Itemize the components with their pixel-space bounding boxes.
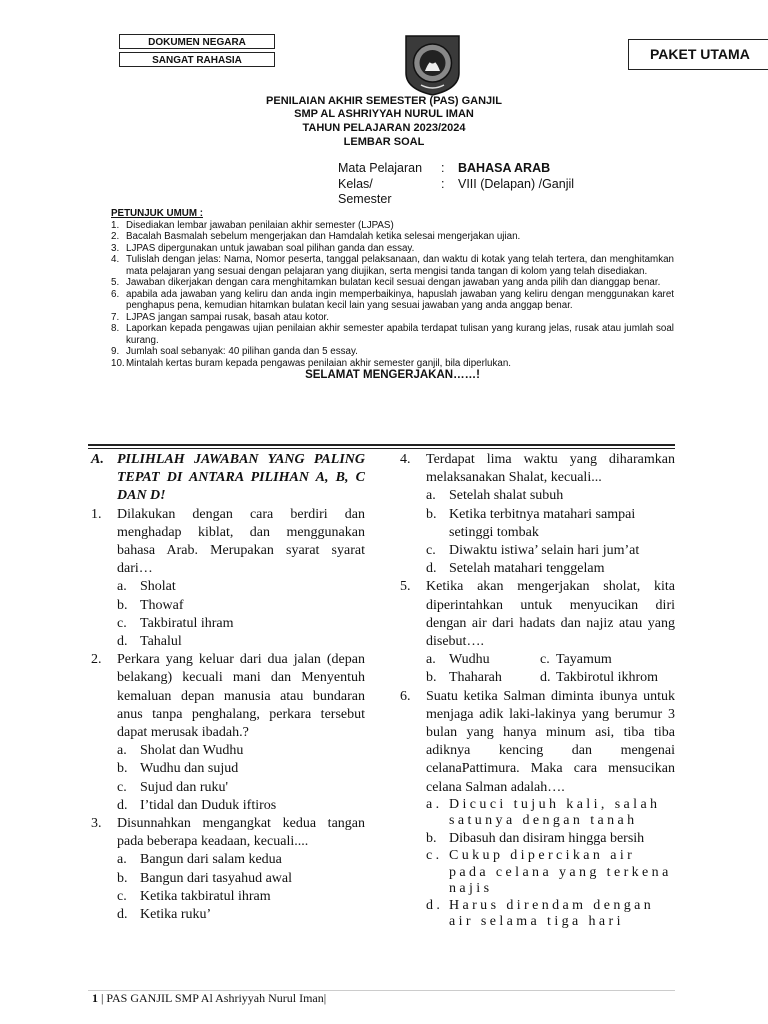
section-text: PILIHLAH JAWABAN YANG PALING TEPAT DI ANTARA PILIHAN A, B, C DAN D!: [117, 452, 365, 504]
option-text: Bangun dari tasyahud awal: [140, 870, 293, 886]
option-text: Ketika ruku’: [140, 907, 212, 923]
question-6: [400, 688, 675, 931]
class-value: VIII (Delapan) /Ganjil: [458, 177, 575, 191]
instruction-text: LJPAS jangan sampai rusak, basah atau kotor.: [126, 311, 329, 323]
question-number: 1.: [91, 506, 102, 522]
option-row: [91, 578, 365, 596]
instruction-number: 3.: [111, 242, 120, 254]
option-row: [91, 797, 365, 815]
option-letter: b.: [426, 830, 437, 846]
question-number: 2.: [91, 652, 102, 668]
option-text: Ketika takbiratul ihram: [140, 888, 271, 904]
left-column: [91, 451, 365, 924]
option-letter: b.: [426, 506, 437, 522]
option-letter: b.: [117, 597, 128, 613]
option-text: I’tidal dan Duduk iftiros: [140, 797, 277, 813]
option-row: [400, 848, 675, 898]
instruction-number: 7.: [111, 311, 120, 323]
sheet-title: LEMBAR SOAL: [343, 136, 425, 148]
option-text: Setelah shalat subuh: [449, 488, 564, 504]
instruction-text: Tulislah dengan jelas: Nama, Nomor peserta, tanggal pelaksanaan, dan waktu di kotak yang telah tertera, dan menghitamkan mata pelajaran yang sesuai dengan pelajaran yang diujikan, serta mengisi tanda tangan di kolom yang telah disediakan.: [126, 254, 674, 277]
option-letter: a.: [117, 852, 127, 868]
option-letter: a.: [117, 743, 127, 759]
option-row: [91, 760, 365, 778]
question-text: Disunnahkan mengangkat kedua tangan pada beberapa keadaan, kecuali....: [117, 816, 365, 850]
question-text: Perkara yang keluar dari dua jalan (depan belakang) kecuali mani dan Menyentuh kemaluan depan manusia atau bundaran anus tanpa penghalang, perkara tersebut dapat merusak ibadah.?: [117, 652, 365, 741]
option-letter: c.: [117, 615, 127, 631]
question-text: Ketika akan mengerjakan sholat, kita diperintahkan untuk menyucikan diri dengan air dari hadats dan najiz atau yang disebut….: [426, 579, 675, 650]
instruction-number: 4.: [111, 254, 120, 265]
question-number: 5.: [400, 579, 411, 595]
school-logo: [403, 33, 462, 97]
option-row: [400, 830, 675, 848]
question-text: Suatu ketika Salman diminta ibunya untuk menjaga adik laki-lakinya yang berumur 3 bulan yang hanya minum asi, tiba tiba adiknya kencing dan mengenai celanaPattimura. Maka cara mensucikan celana Salman adalah….: [426, 688, 675, 795]
option-text: Cukup dipercikan air pada celana yang terkena najis: [449, 848, 672, 897]
instruction-text: Jawaban dikerjakan dengan cara menghitamkan bulatan kecil sesuai dengan jawaban yang anda pilih dan dianggap benar.: [126, 277, 661, 288]
school-name: SMP AL ASHRIYYAH NURUL IMAN: [294, 108, 474, 120]
question-number: 6.: [400, 688, 411, 704]
stamp-dokumen-negara: DOKUMEN NEGARA: [119, 34, 275, 49]
option-text: Setelah matahari tenggelam: [449, 561, 605, 577]
instruction-item: [111, 323, 674, 346]
instruction-number: 10.: [111, 357, 125, 369]
question-number: 4.: [400, 452, 411, 467]
option-letter: c.: [426, 848, 443, 864]
option-letter: c.: [426, 543, 436, 559]
question-stem: [400, 451, 675, 487]
question-stem: [91, 506, 365, 579]
option-text: Thowaf: [140, 597, 184, 613]
option-letter: b.: [117, 761, 128, 777]
option-text: Ketika terbitnya matahari sampai setinggi tombak: [449, 506, 636, 540]
option-row: [91, 888, 365, 906]
option-text: Thaharah: [449, 670, 502, 686]
instruction-text: apabila ada jawaban yang keliru dan anda ingin memperbaikinya, hapuslah jawaban yang keliru dengan menggunakan karet penghapus pena, kemudian hitamkan bulatan kecil lain yang sesuai jawaban yang anda anggap benar.: [126, 288, 674, 311]
page-number: 1: [92, 991, 98, 1005]
option-letter: d.: [426, 561, 437, 577]
instruction-item: [111, 254, 674, 277]
question-2: [91, 651, 365, 815]
option-letter: d.: [540, 670, 551, 686]
semester-label: Semester: [338, 192, 392, 206]
instruction-item: [111, 346, 674, 358]
instructions: [111, 208, 674, 382]
option-letter: d.: [426, 897, 444, 913]
option-text: Wudhu dan sujud: [140, 761, 239, 777]
class-label: Kelas/: [338, 177, 373, 191]
question-stem: [91, 651, 365, 742]
question-5: [400, 578, 675, 687]
instruction-text: LJPAS dipergunakan untuk jawaban soal pilihan ganda dan essay.: [126, 242, 415, 254]
option-letter: b.: [117, 870, 128, 886]
question-text: Dilakukan dengan cara berdiri dan menghadap kiblat, dan menggunakan bahasa Arab. Merupakan syarat syarat dari…: [117, 506, 365, 577]
instruction-item: [111, 243, 674, 255]
option-text: Takbiratul ihram: [140, 615, 234, 631]
option-letter: a.: [117, 579, 127, 595]
exam-title: PENILAIAN AKHIR SEMESTER (PAS) GANJIL: [266, 95, 502, 107]
option-row: [400, 651, 675, 669]
instruction-item: [111, 312, 674, 324]
footer-separator: |: [98, 991, 107, 1005]
closing-text: SELAMAT MENGERJAKAN……!: [305, 369, 480, 381]
instruction-text: Mintalah kertas buram kepada pengawas penilaian akhir semester ganjil, bila diperlukan.: [126, 357, 512, 369]
option-letter: d.: [117, 907, 128, 923]
option-row: [400, 898, 675, 931]
option-letter: d.: [117, 634, 128, 650]
footer-text: PAS GANJIL SMP Al Ashriyyah Nurul Iman|: [106, 991, 327, 1005]
class-colon: :: [441, 177, 445, 191]
option-letter: a.: [426, 488, 436, 504]
option-letter: a.: [426, 796, 443, 812]
option-row: [400, 669, 675, 687]
instruction-text: Jumlah soal sebanyak: 40 pilihan ganda dan 5 essay.: [126, 346, 358, 357]
question-4: [400, 451, 675, 578]
option-text: Tayamum: [556, 652, 612, 668]
right-column: [400, 451, 675, 931]
instruction-number: 5.: [111, 277, 120, 288]
stamp-sangat-rahasia: SANGAT RAHASIA: [119, 52, 275, 67]
academic-year: TAHUN PELAJARAN 2023/2024: [302, 122, 466, 134]
instructions-title: PETUNJUK UMUM :: [111, 208, 203, 219]
option-text: Takbirotul ikhrom: [556, 670, 659, 686]
question-number: 3.: [91, 816, 102, 832]
page-footer: [92, 991, 326, 1006]
question-stem: [91, 815, 365, 851]
option-text: Harus direndam dengan air selama tiga hari: [449, 897, 655, 930]
instruction-item: [111, 277, 674, 289]
subject-colon: :: [441, 161, 445, 175]
option-text: Tahalul: [140, 634, 182, 650]
instruction-text: Disediakan lembar jawaban penilaian akhir semester (LJPAS): [126, 219, 394, 231]
option-text: Sholat dan Wudhu: [140, 743, 244, 759]
instruction-text: Bacalah Basmalah sebelum mengerjakan dan Hamdalah ketika selesai mengerjakan ujian.: [126, 231, 521, 242]
option-letter: d.: [117, 797, 128, 813]
option-text: Sholat: [140, 579, 176, 595]
instructions-list: [111, 220, 674, 370]
question-stem: [400, 578, 675, 651]
section-heading: [91, 451, 365, 506]
option-text: Wudhu: [449, 652, 490, 668]
question-text: Terdapat lima waktu yang diharamkan melaksanakan Shalat, kecuali...: [426, 452, 675, 486]
option-row: [400, 560, 675, 578]
option-row: [400, 542, 675, 560]
subject-value: BAHASA ARAB: [458, 161, 551, 175]
option-row: [400, 487, 675, 505]
option-text: Bangun dari salam kedua: [140, 852, 282, 868]
instruction-number: 1.: [111, 219, 120, 231]
option-row: [400, 506, 675, 542]
option-row: [91, 779, 365, 797]
question-3: [91, 815, 365, 924]
option-row: [91, 615, 365, 633]
subject-label: Mata Pelajaran: [338, 161, 423, 175]
option-row: [91, 906, 365, 924]
option-letter: c.: [117, 779, 127, 795]
option-letter: a.: [426, 652, 436, 668]
instruction-number: 9.: [111, 346, 120, 357]
instruction-number: 2.: [111, 231, 120, 242]
instruction-item: [111, 231, 674, 243]
option-row: [91, 742, 365, 760]
option-letter: c.: [117, 888, 127, 904]
option-row: [91, 851, 365, 869]
option-text: Sujud dan ruku': [140, 779, 229, 795]
option-text: Dibasuh dan disiram hingga bersih: [449, 830, 645, 846]
instruction-number: 8.: [111, 323, 120, 334]
option-row: [91, 870, 365, 888]
option-row: [400, 797, 675, 830]
instruction-item: [111, 220, 674, 232]
divider-thick: [88, 444, 675, 446]
paket-label: PAKET UTAMA: [628, 39, 768, 70]
question-1: [91, 506, 365, 652]
instruction-item: [111, 289, 674, 312]
option-text: Diwaktu istiwa’ selain hari jum’at: [449, 543, 640, 559]
instruction-item: [111, 358, 674, 370]
option-row: [91, 597, 365, 615]
instruction-text: Laporkan kepada pengawas ujian penilaian akhir semester apabila terdapat tulisan yang kurang jelas, rusak atau jumlah soal kurang.: [126, 323, 674, 346]
option-letter: c.: [540, 652, 550, 668]
section-number: A.: [91, 452, 104, 467]
option-row: [91, 633, 365, 651]
divider-thin: [88, 448, 675, 449]
question-stem: [400, 688, 675, 797]
option-text: Dicuci tujuh kali, salah satunya dengan tanah: [449, 796, 661, 829]
instruction-number: 6.: [111, 288, 120, 300]
option-letter: b.: [426, 670, 437, 686]
